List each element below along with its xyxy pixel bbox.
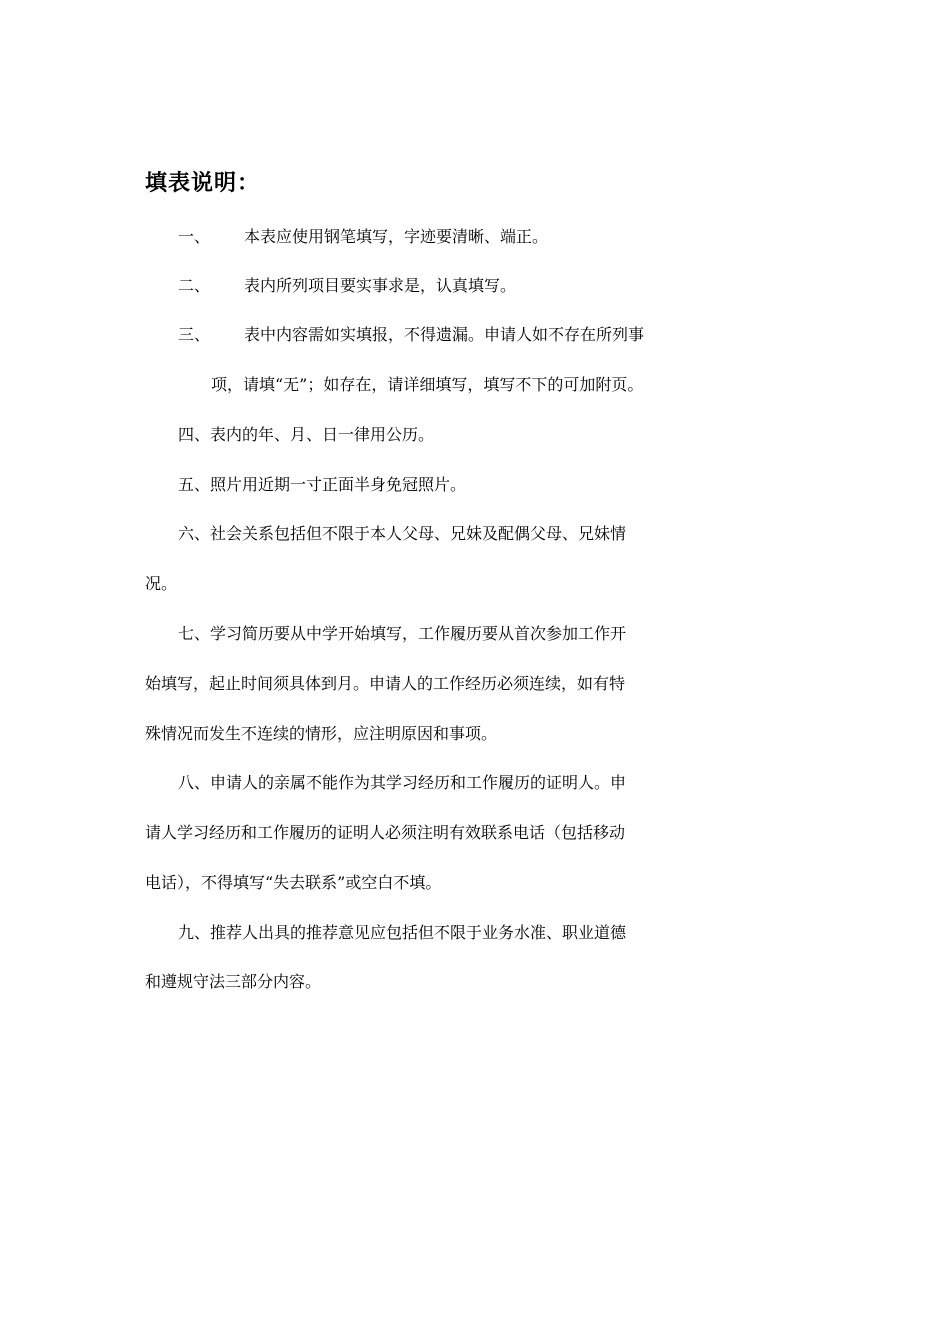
instruction-item-4 — [178, 410, 434, 460]
item-number: 二、 — [178, 276, 211, 295]
item-text-line: 请人学习经历和工作履历的证明人必须注明有效联系电话（包括移动 — [145, 823, 626, 842]
item-number: 五、 — [178, 475, 211, 494]
item-text-line: 本表应使用钢笔填写，字迹要清晰、端正。 — [244, 227, 549, 246]
item-number: 八、 — [178, 773, 211, 792]
item-text-line: 和遵规守法三部分内容。 — [145, 972, 322, 991]
item-text-line: 电话），不得填写“失去联系”或空白不填。 — [145, 873, 442, 892]
item-number: 三、 — [178, 325, 211, 344]
item-text-line: 况。 — [145, 574, 178, 593]
instruction-item-8 — [178, 758, 626, 808]
instruction-item-8-continued — [145, 808, 625, 858]
instruction-item-2 — [178, 261, 516, 311]
item-number: 七、 — [178, 624, 211, 643]
instruction-item-7-continued — [145, 659, 625, 709]
instruction-item-6-continued — [145, 559, 177, 609]
item-text-line: 表内所列项目要实事求是，认真填写。 — [244, 276, 517, 295]
instruction-item-5 — [178, 460, 466, 510]
instruction-item-7-continued — [145, 709, 497, 759]
item-text-line: 社会关系包括但不限于本人父母、兄妹及配偶父母、兄妹情 — [210, 524, 627, 543]
item-text-line: 始填写，起止时间须具体到月。申请人的工作经历必须连续，如有特 — [145, 674, 626, 693]
item-number: 四、 — [178, 425, 211, 444]
instruction-item-9-continued — [145, 957, 321, 1007]
item-text-line: 学习简历要从中学开始填写，工作履历要从首次参加工作开 — [210, 624, 627, 643]
item-number: 一、 — [178, 227, 211, 246]
instruction-item-9 — [178, 908, 626, 958]
instruction-item-7 — [178, 609, 626, 659]
instruction-item-3 — [178, 310, 810, 360]
item-number: 六、 — [178, 524, 211, 543]
item-number: 九、 — [178, 923, 211, 942]
item-text-line: 照片用近期一寸正面半身免冠照片。 — [210, 475, 467, 494]
instruction-item-3-continued — [211, 360, 643, 410]
item-text-line: 申请人的亲属不能作为其学习经历和工作履历的证明人。申 — [210, 773, 627, 792]
instruction-item-1 — [178, 212, 548, 262]
instruction-item-8-continued — [145, 858, 441, 908]
item-text-line: 项，请填“无”；如存在，请详细填写，填写不下的可加附页。 — [211, 375, 644, 394]
item-text-line: 殊情况而发生不连续的情形，应注明原因和事项。 — [145, 724, 498, 743]
item-text-line: 表中内容需如实填报，不得遗漏。申请人如不存在所列事 — [244, 325, 645, 344]
item-text-line: 表内的年、月、日一律用公历。 — [210, 425, 435, 444]
instruction-item-6 — [178, 509, 626, 559]
page-title: 填表说明： — [145, 171, 261, 196]
item-text-line: 推荐人出具的推荐意见应包括但不限于业务水准、职业道德 — [210, 923, 627, 942]
